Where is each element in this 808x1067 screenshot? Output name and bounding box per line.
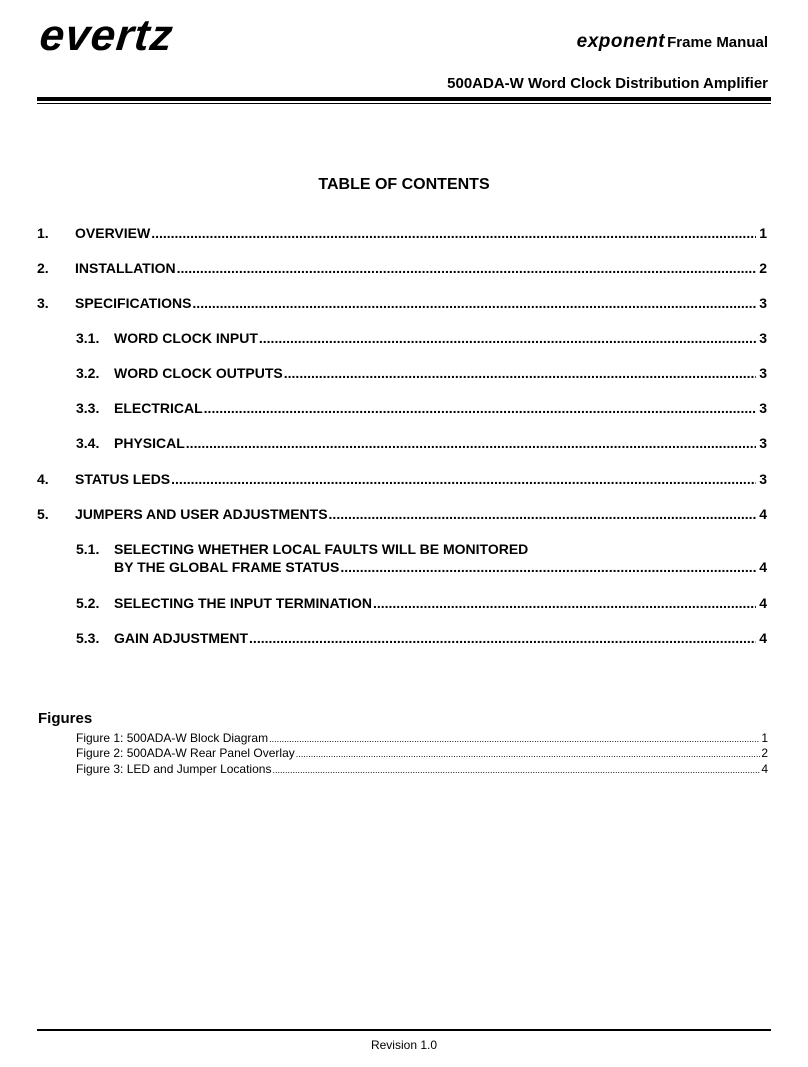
figure-entry-2[interactable] xyxy=(76,746,768,762)
toc-entry-number: 3.2. xyxy=(76,365,100,381)
toc-entry-gain-adjustment[interactable] xyxy=(76,629,767,647)
figures-heading: Figures xyxy=(38,710,93,727)
toc-leader-dots xyxy=(192,294,756,312)
toc-entry-page: 3 xyxy=(759,471,767,487)
toc-entry-page: 3 xyxy=(759,365,767,381)
header-rule-thin xyxy=(37,103,771,104)
toc-entry-label-line1: SELECTING WHETHER LOCAL FAULTS WILL BE MONITORED xyxy=(114,541,529,557)
toc-entry-specifications[interactable] xyxy=(37,294,767,312)
toc-entry-page: 1 xyxy=(759,225,767,241)
toc-entry-page: 4 xyxy=(759,506,767,522)
toc-entry-label: JUMPERS AND USER ADJUSTMENTS xyxy=(75,506,328,522)
footer-rule xyxy=(37,1029,771,1031)
toc-entry-number: 5. xyxy=(37,506,49,522)
toc-leader-dots xyxy=(284,364,756,382)
figure-entry-page: 1 xyxy=(761,731,768,745)
toc-leader-dots xyxy=(151,224,756,242)
toc-entry-overview[interactable] xyxy=(37,224,767,242)
toc-leader-dots xyxy=(186,434,756,452)
toc-entry-number: 3.1. xyxy=(76,330,100,346)
toc-leader-dots xyxy=(259,329,756,347)
toc-title: TABLE OF CONTENTS xyxy=(318,176,490,193)
toc-entry-page: 4 xyxy=(759,559,767,575)
toc-entry-local-faults[interactable] xyxy=(76,540,767,576)
toc-entry-number: 5.3. xyxy=(76,630,100,646)
toc-entry-page: 3 xyxy=(759,330,767,346)
toc-entry-label: STATUS LEDS xyxy=(75,471,171,487)
toc-entry-label: INSTALLATION xyxy=(75,260,176,276)
toc-leader-dots xyxy=(373,594,756,612)
toc-entry-physical[interactable] xyxy=(76,434,767,452)
figure-entry-label: Figure 3: LED and Jumper Locations xyxy=(76,762,272,776)
toc-entry-page: 3 xyxy=(759,295,767,311)
manual-type-label: Frame Manual xyxy=(667,34,768,51)
figure-entry-page: 2 xyxy=(761,746,768,760)
figure-entry-label: Figure 1: 500ADA-W Block Diagram xyxy=(76,731,269,745)
toc-leader-dots xyxy=(204,399,757,417)
revision-label: Revision 1.0 xyxy=(370,1038,438,1052)
toc-entry-label: PHYSICAL xyxy=(114,435,185,451)
toc-entry-label: ELECTRICAL xyxy=(114,400,203,416)
toc-entry-page: 3 xyxy=(759,400,767,416)
manual-type xyxy=(577,32,768,53)
figure-leader-dots xyxy=(272,762,760,778)
toc-entry-number: 3. xyxy=(37,295,49,311)
exponent-brand: exponent xyxy=(576,31,666,52)
figure-leader-dots xyxy=(269,731,760,747)
toc-entry-number: 4. xyxy=(37,471,49,487)
toc-entry-jumpers[interactable] xyxy=(37,505,767,523)
toc-entry-electrical[interactable] xyxy=(76,399,767,417)
toc-entry-number: 5.2. xyxy=(76,595,100,611)
toc-entry-label: SPECIFICATIONS xyxy=(75,295,192,311)
figure-entry-1[interactable] xyxy=(76,731,768,747)
toc-leader-dots xyxy=(340,558,756,576)
toc-entry-number: 3.4. xyxy=(76,435,100,451)
toc-entry-number: 2. xyxy=(37,260,49,276)
toc-entry-input-termination[interactable] xyxy=(76,594,767,612)
toc-entry-status-leds[interactable] xyxy=(37,470,767,488)
toc-entry-word-clock-input[interactable] xyxy=(76,329,767,347)
toc-entry-label: WORD CLOCK INPUT xyxy=(114,330,258,346)
header-rule-thick xyxy=(37,97,771,101)
toc-entry-installation[interactable] xyxy=(37,259,767,277)
figure-entry-3[interactable] xyxy=(76,762,768,778)
toc-entry-page: 2 xyxy=(759,260,767,276)
toc-entry-word-clock-outputs[interactable] xyxy=(76,364,767,382)
toc-leader-dots xyxy=(329,505,757,523)
figure-entry-label: Figure 2: 500ADA-W Rear Panel Overlay xyxy=(76,746,295,760)
toc-entry-label-line2: BY THE GLOBAL FRAME STATUS xyxy=(114,559,340,575)
toc-entry-page: 4 xyxy=(759,630,767,646)
toc-entry-label: SELECTING THE INPUT TERMINATION xyxy=(114,595,372,611)
document-title: 500ADA-W Word Clock Distribution Amplifier xyxy=(447,75,768,92)
toc-entry-label: OVERVIEW xyxy=(75,225,151,241)
toc-entry-page: 4 xyxy=(759,595,767,611)
figure-leader-dots xyxy=(296,746,761,762)
toc-entry-page: 3 xyxy=(759,435,767,451)
toc-entry-label: GAIN ADJUSTMENT xyxy=(114,630,249,646)
evertz-logo: evertz xyxy=(37,11,176,60)
toc-leader-dots xyxy=(171,470,756,488)
toc-entry-number: 1. xyxy=(37,225,49,241)
toc-leader-dots xyxy=(177,259,757,277)
figure-entry-page: 4 xyxy=(761,762,768,776)
toc-leader-dots xyxy=(249,629,756,647)
toc-entry-number: 3.3. xyxy=(76,400,100,416)
toc-entry-label: WORD CLOCK OUTPUTS xyxy=(114,365,283,381)
toc-entry-number: 5.1. xyxy=(76,541,100,557)
